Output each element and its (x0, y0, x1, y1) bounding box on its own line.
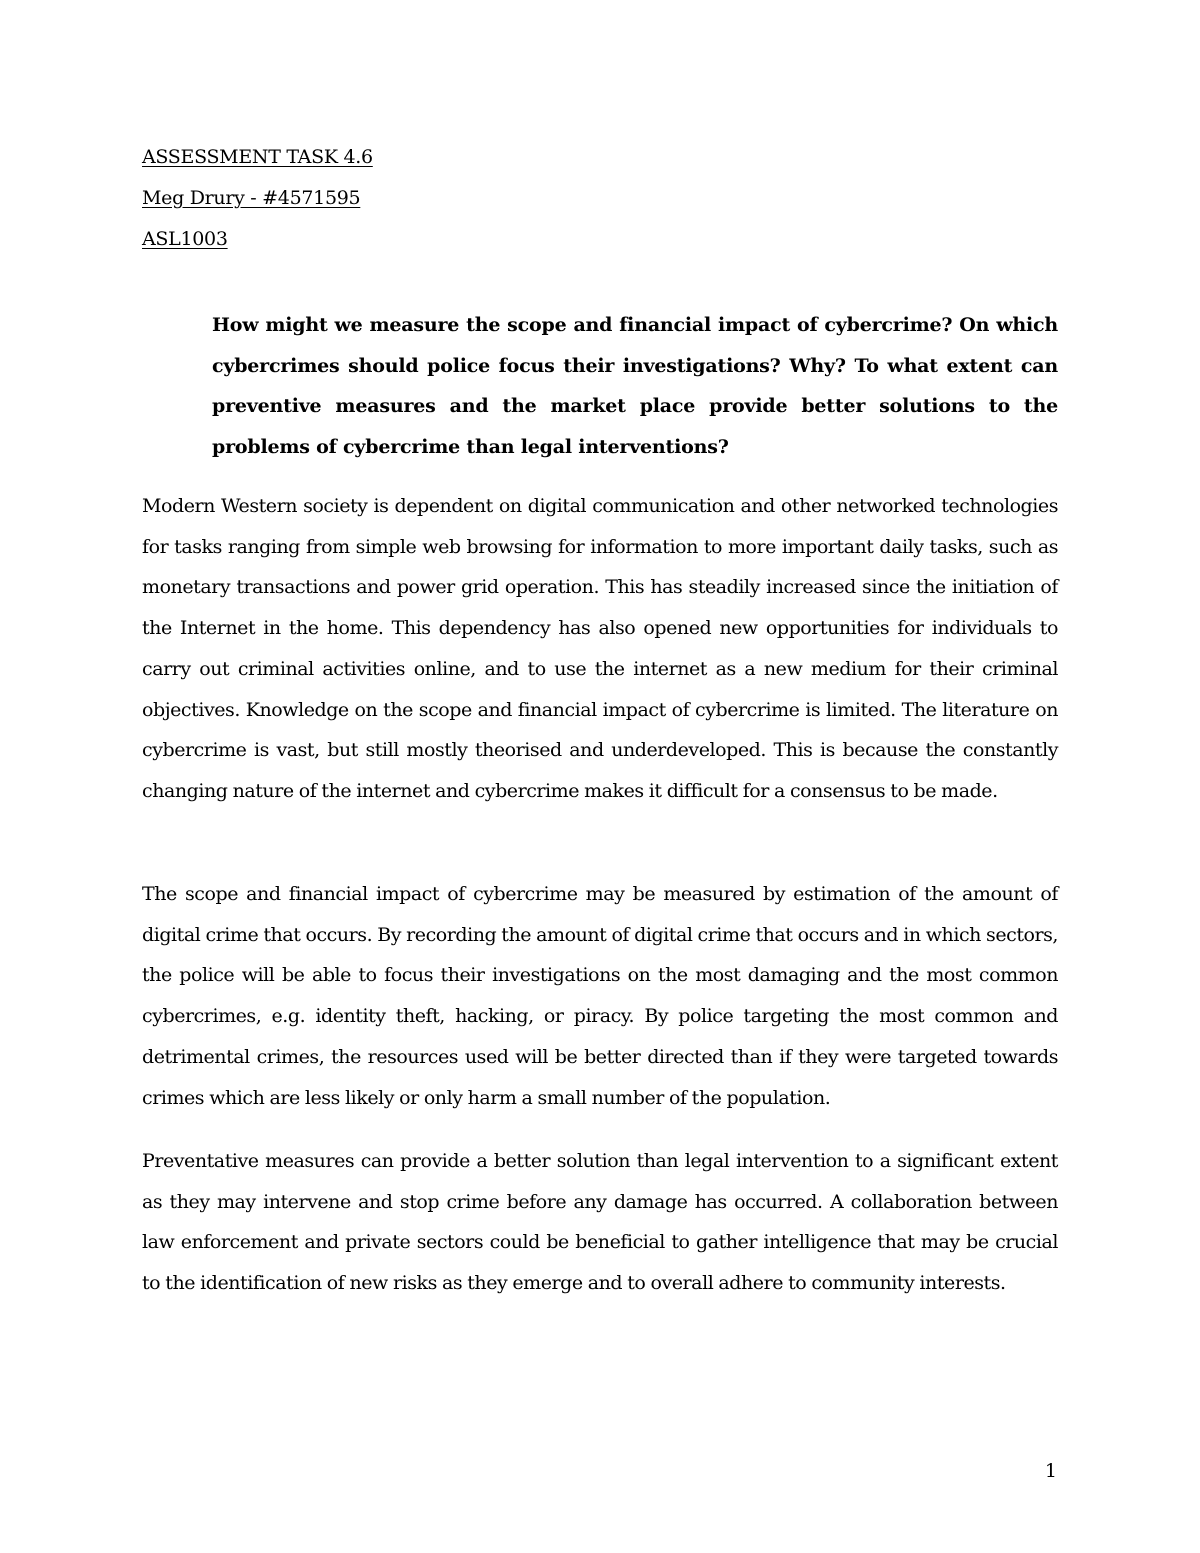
body-paragraph-2: The scope and financial impact of cybercrime may be measured by estimation of the amount of digital crime that occurs. By recording the amount of digital crime that occurs and in which sectors, the police will be able to focus their investigations on the most damaging and the most common cybercrimes, e.g. identity theft, hacking, or piracy. By police targeting the most common and detrimental crimes, the resources used will be better directed than if they were targeted towards crimes which are less likely or only harm a small number of the population. (142, 883, 1059, 1109)
essay-question: How might we measure the scope and financial impact of cybercrime? On which cybercrimes should police focus their investigations? Why? To what extent can preventive measures and the market place provide better solutions to the problems of cybercrime than legal interventions? (212, 314, 1058, 458)
body-paragraph-1: Modern Western society is dependent on digital communication and other networked technologies for tasks ranging from simple web browsing for information to more important daily tasks, such as monetary transactions and power grid operation. This has steadily increased since the initiation of the Internet in the home. This dependency has also opened new opportunities for individuals to carry out criminal activities online, and to use the internet as a new medium for their criminal objectives. Knowledge on the scope and financial impact of cybercrime is limited. The literature on cybercrime is vast, but still mostly theorised and underdeveloped. This is because the constantly changing nature of the internet and cybercrime makes it difficult for a consensus to be made. (142, 495, 1058, 802)
author-heading: Meg Drury - #4571595 (142, 187, 361, 209)
course-code-heading: ASL1003 (142, 228, 228, 250)
page-number: 1 (1044, 1460, 1057, 1482)
body-paragraph-3: Preventative measures can provide a better solution than legal intervention to a significant extent as they may intervene and stop crime before any damage has occurred. A collaboration between law enforcement and private sectors could be beneficial to gather intelligence that may be crucial to the identification of new risks as they emerge and to overall adhere to community interests. (142, 1150, 1058, 1295)
assessment-task-heading: ASSESSMENT TASK 4.6 (142, 146, 373, 168)
